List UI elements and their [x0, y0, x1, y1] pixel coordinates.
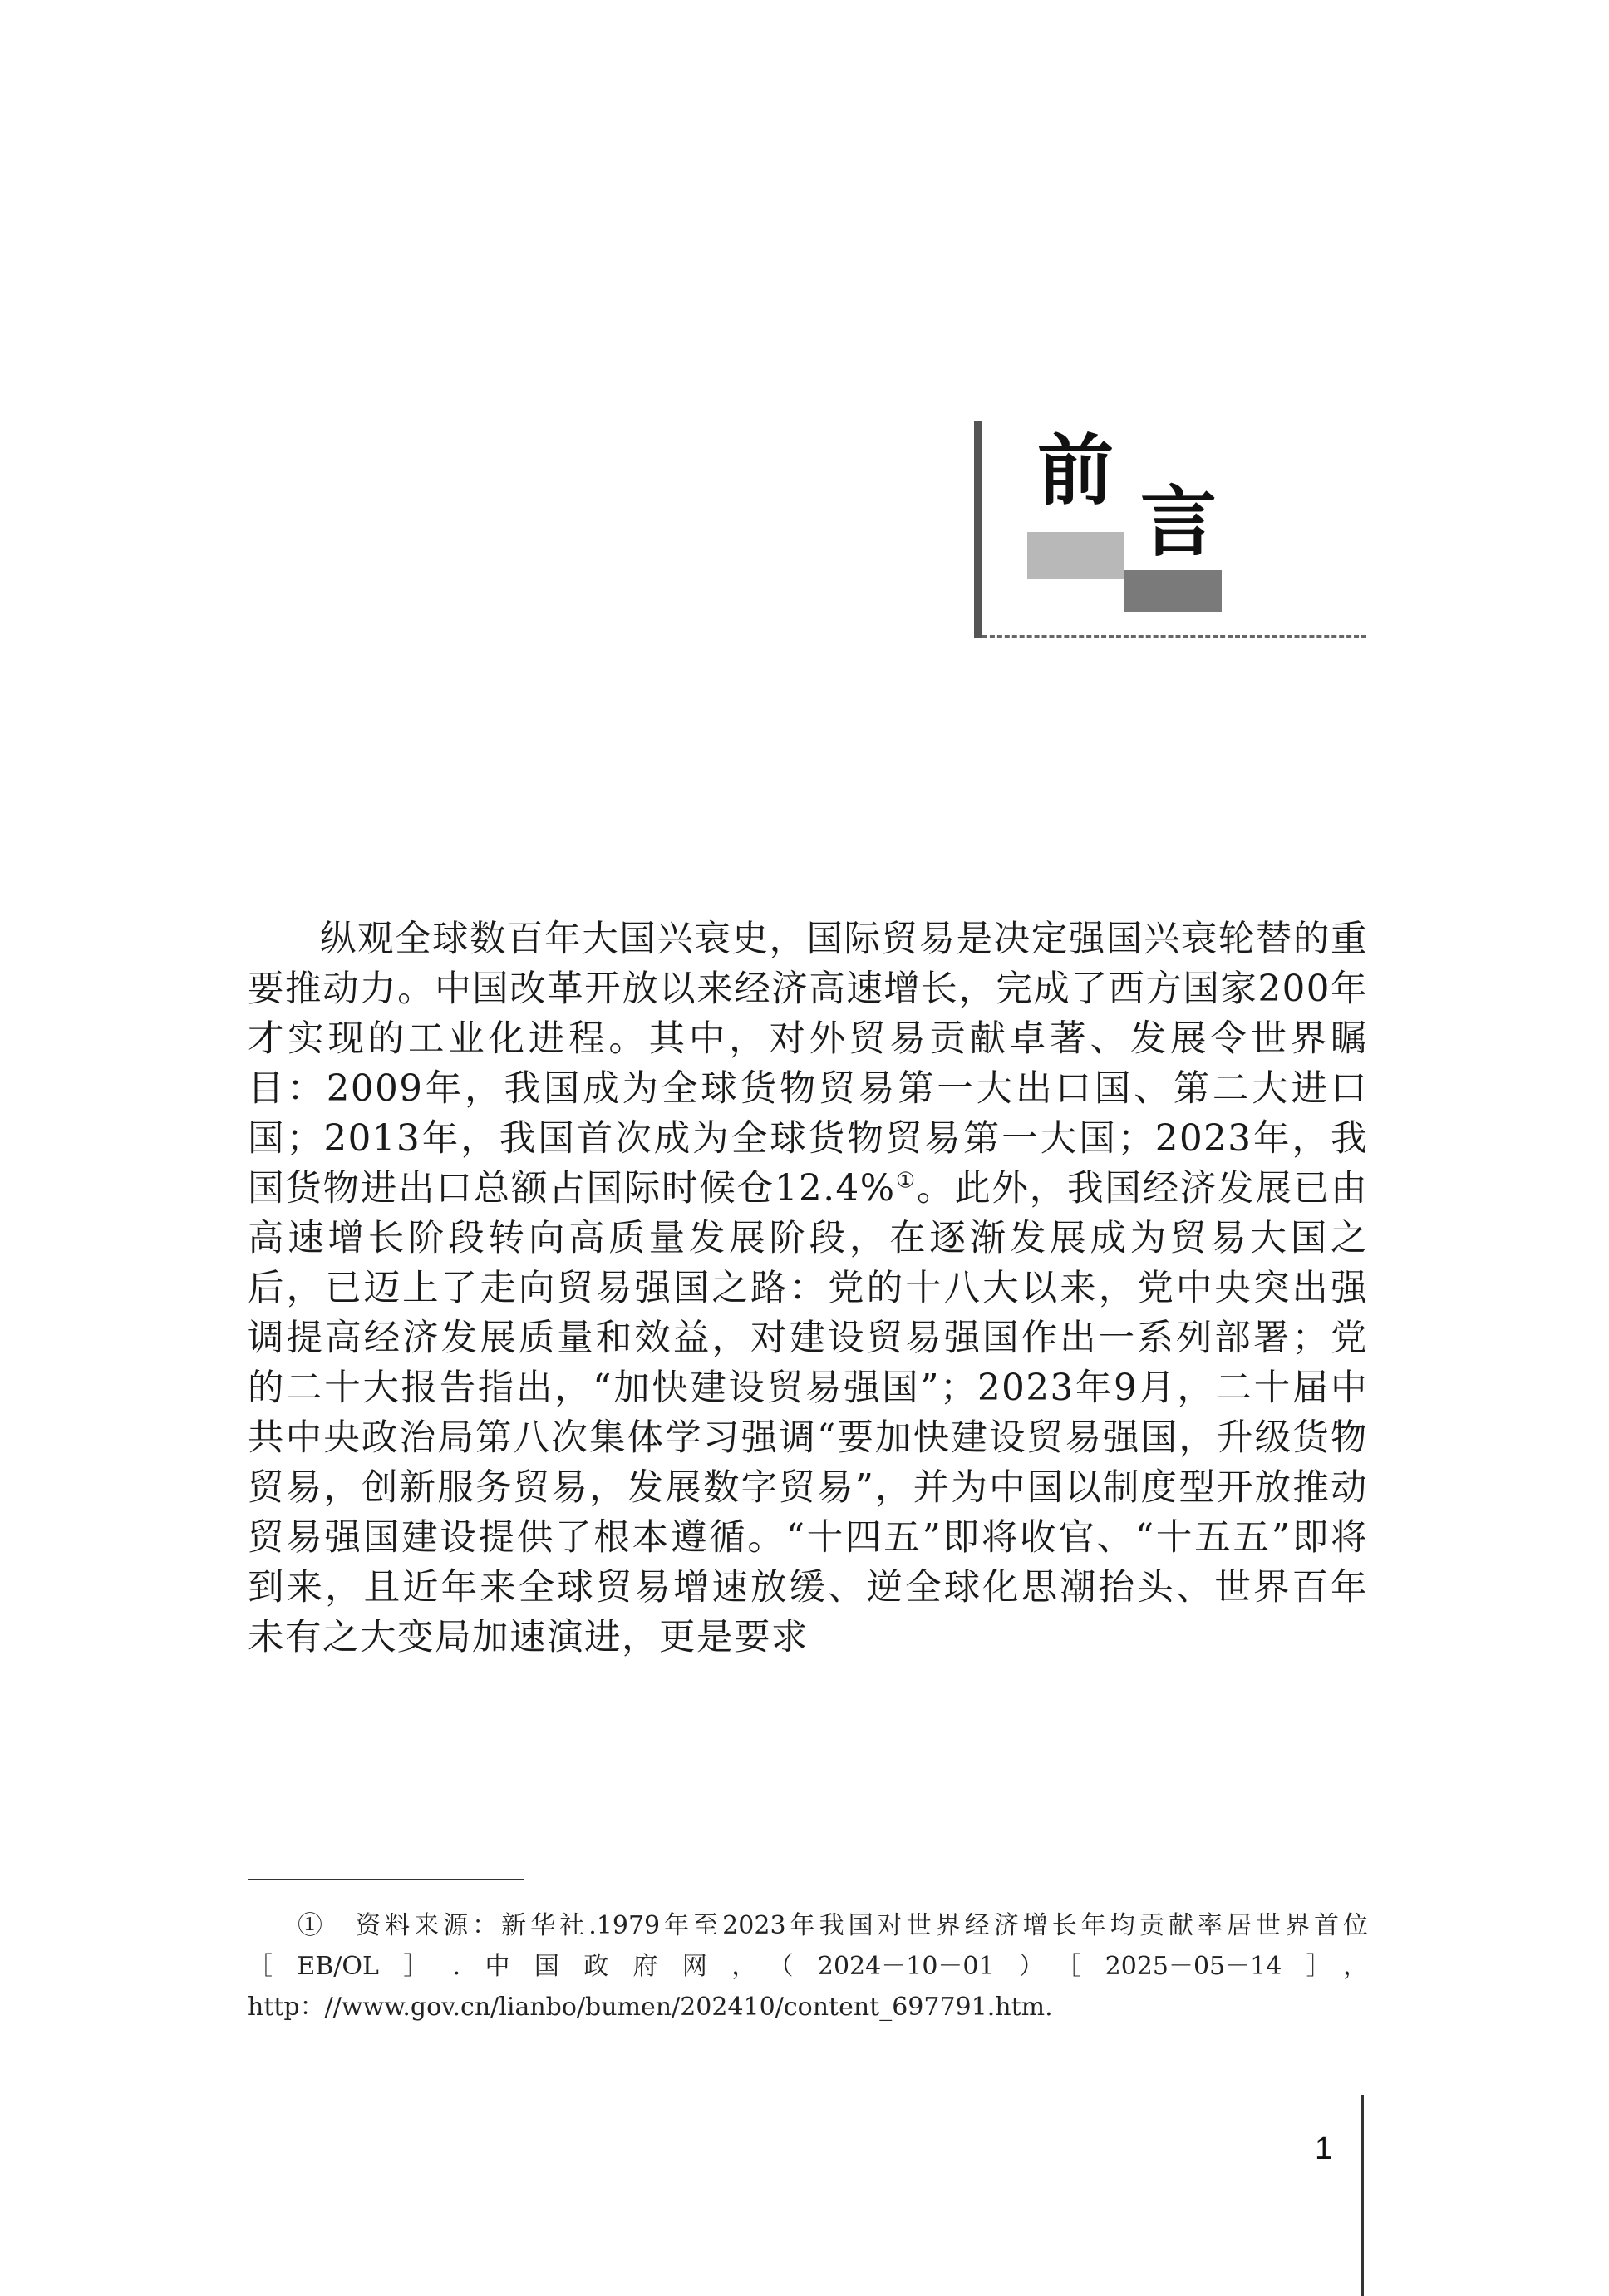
- heading-decor-light-block: [1027, 532, 1124, 579]
- heading-title-char-2: 言: [1140, 477, 1218, 567]
- body-paragraph: [248, 914, 1368, 1663]
- body-text-part-2: 。此外，我国经济发展已由高速增长阶段转向高质量发展阶段，在逐渐发展成为贸易大国之后，已迈上了走向贸易强国之路：党的十八大以来，党中央突出强调提高经济发展质量和效益，对建设贸易强国作出一系列部署；党的二十大报告指出，“加快建设贸易强国”；2023年9月，二十届中共中央政治局第八次集体学习强调“要加快建设贸易强国，升级货物贸易，创新服务贸易，发展数字贸易”，并为中国以制度型开放推动贸易强国建设提供了根本遵循。“十四五”即将收官、“十五五”即将到来，且近年来全球贸易增速放缓、逆全球化思潮抬头、世界百年未有之大变局加速演进，更是要求: [248, 1168, 1369, 1658]
- footnote-text: ① 资料来源：新华社.1979年至2023年我国对世界经济增长年均贡献率居世界首位［EB/OL］.中国政府网，（2024－10－01）［2025－05－14］，http：//www.gov.cn/lianbo/bumen/202410/content_697791.htm.: [248, 1911, 1368, 2022]
- body-text-part-1: 纵观全球数百年大国兴衰史，国际贸易是决定强国兴衰轮替的重要推动力。中国改革开放以来经济高速增长，完成了西方国家200年才实现的工业化进程。其中，对外贸易贡献卓著、发展令世界瞩目：2009年，我国成为全球货物贸易第一大出口国、第二大进口国；2013年，我国首次成为全球货物贸易第一大国；2023年，我国货物进出口总额占国际时候仓12.4%: [248, 919, 1368, 1210]
- footnote-separator: [248, 1879, 524, 1880]
- heading-dashed-rule: [982, 635, 1366, 638]
- heading-title-char-1: 前: [1037, 426, 1114, 515]
- footnote-reference-mark[interactable]: ①: [895, 1168, 917, 1194]
- heading-vertical-bar: [974, 421, 982, 638]
- page-number: 1: [1315, 2131, 1333, 2166]
- page-margin-rule: [1361, 2095, 1364, 2296]
- heading-decor-dark-block: [1124, 570, 1222, 612]
